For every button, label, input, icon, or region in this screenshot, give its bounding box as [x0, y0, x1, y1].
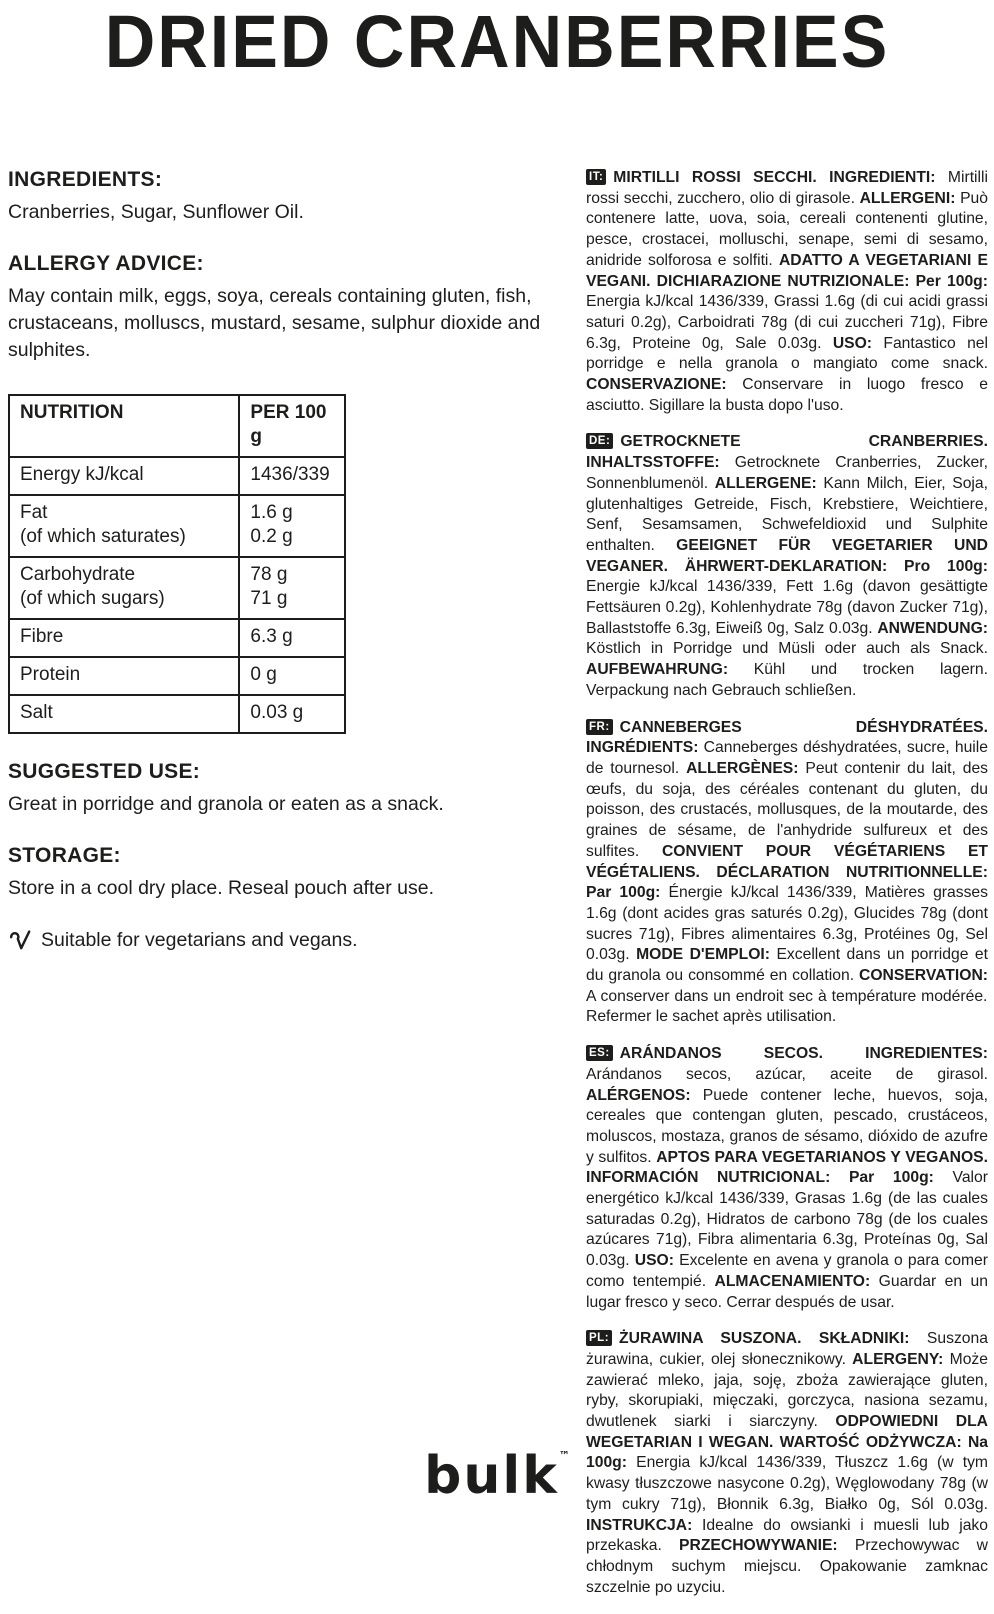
language-text: Energia kJ/kcal 1436/339, Tłuszcz 1.6g (w tym kwasy tłuszczowe nasycone 0.2g), Węglowodany 78g (w tym cukry 71g), Błonnik 6.3g, Białko 0g, Sól 0.03g. [586, 1454, 988, 1513]
language-badge-de: DE: [586, 433, 613, 449]
language-block-fr [586, 718, 988, 1029]
nutrient-label-cell: Salt [9, 695, 239, 733]
language-text: Suszona żurawina, cukier, olej słonecznikowy. [586, 1330, 988, 1368]
content-columns [0, 168, 994, 1614]
language-text-bold: CANNEBERGES DÉSHYDRATÉES. INGRÉDIENTS: [586, 718, 988, 757]
language-text-bold: PRZECHOWYWANIE: [679, 1537, 838, 1555]
language-text: Peut contenir du lait, des œufs, du soja, des céréales contenant du gluten, du poisson, des crustacés, mollusques, de la moutarde, des graines de sésame, de l'anhydride sulfureux et des sulfites. [586, 759, 989, 860]
language-text: Guardar en un lugar fresco y seco. Cerrar después de usar. [586, 1272, 988, 1311]
language-text-bold: ODPOWIEDNI DLA WEGETARIAN I WEGAN. WARTOŚĆ ODŻYWCZA: Na 100g: [586, 1413, 988, 1472]
right-column [586, 168, 988, 1614]
nutrition-row [9, 695, 345, 733]
allergy-advice-heading: ALLERGY ADVICE: [8, 252, 204, 275]
nutrition-row [9, 619, 345, 657]
language-text: Excellent dans un porridge et du granola ou consommé en collation. [586, 946, 988, 985]
language-text-bold: USO: [634, 1252, 674, 1270]
suggested-use-text: Great in porridge and granola or eaten as a snack. [8, 793, 444, 815]
language-text: Köstlich in Porridge und Müsli oder auch als Snack. [586, 640, 988, 658]
language-text: Energia kJ/kcal 1436/339, Grassi 1.6g (di cui acidi grassi saturi 0.2g), Carboidrati 78g (di cui zuccheri 71g), Fibre 6.3g, Proteine 0g, Sale 0.03g. [586, 293, 988, 352]
language-block-es [586, 1044, 988, 1313]
nutrition-table [8, 394, 346, 734]
nutrition-row [9, 457, 345, 495]
nutrition-col-header: NUTRITION [9, 395, 239, 457]
nutrient-value-cell: 0.03 g [239, 695, 345, 733]
ingredients-heading: INGREDIENTS: [8, 168, 163, 191]
language-text: Énergie kJ/kcal 1436/339, Matières grasses 1.6g (dont acides gras saturés 0.2g), Glucides 78g (dont sucres 71g), Fibres alimentaires 6.3g, Protéines 0g, Sel 0.03g. [586, 884, 988, 964]
language-text-bold: ŻURAWINA SUSZONA. SKŁADNIKI: [619, 1330, 910, 1348]
language-badge-fr: FR: [586, 719, 613, 735]
language-text-bold: ALMACENAMIENTO: [714, 1272, 871, 1290]
allergy-advice-text: May contain milk, eggs, soya, cereals containing gluten, fish, crustaceans, molluscs, mustard, sesame, sulphur dioxide and sulphites. [8, 285, 541, 361]
language-text-bold: CONSERVAZIONE: [586, 376, 727, 394]
nutrient-value-cell: 6.3 g [239, 619, 345, 657]
nutrient-value-cell: 1.6 g 0.2 g [239, 495, 345, 557]
storage-heading: STORAGE: [8, 844, 121, 867]
nutrient-label-cell: Protein [9, 657, 239, 695]
per-100g-col-header: PER 100 g [239, 395, 345, 457]
footer [0, 1446, 994, 1506]
language-text-bold: MIRTILLI ROSSI SECCHI. INGREDIENTI: [613, 169, 936, 186]
language-text-bold: GEEIGNET FÜR VEGETARIER UND VEGANER. ÄHRWERT-DEKLARATION: Pro 100g: [586, 536, 988, 575]
language-text: Arándanos secos, azúcar, aceite de girasol. [586, 1065, 988, 1083]
nutrient-label-cell: Fibre [9, 619, 239, 657]
language-text: Kühl und trocken lagern. Verpackung nach Gebrauch schließen. [586, 661, 988, 699]
nutrient-label-cell: Energy kJ/kcal [9, 457, 239, 495]
language-text: Mirtilli rossi secchi, zucchero, olio di girasole. [586, 169, 989, 207]
trademark-symbol: ™ [558, 1449, 570, 1462]
ingredients-text: Cranberries, Sugar, Sunflower Oil. [8, 201, 304, 223]
nutrient-value-cell: 0 g [239, 657, 345, 695]
language-text-bold: ADATTO A VEGETARIANI E VEGANI. DICHIARAZIONE NUTRIZIONALE: Per 100g: [586, 251, 988, 290]
nutrient-label-cell: Fat (of which saturates) [9, 495, 239, 557]
language-block-de [586, 432, 988, 701]
language-text-bold: AUFBEWAHRUNG: [586, 661, 729, 679]
nutrient-value-cell: 78 g 71 g [239, 557, 345, 619]
nutrition-row [9, 495, 345, 557]
language-text-bold: INSTRUKCJA: [586, 1516, 693, 1534]
language-text: Energie kJ/kcal 1436/339, Fett 1.6g (davon gesättigte Fettsäuren 0.2g), Kohlenhydrate 78g (davon Zucker 71g), Ballaststoffe 6.3g, Eiweiß 0g, Salz 0.03g. [586, 578, 988, 637]
language-text: A conserver dans un endroit sec à température modérée. Refermer le sachet après utilisation. [586, 987, 988, 1026]
language-text-bold: ALLERGENE: [714, 474, 817, 492]
language-text-bold: CONSERVATION: [859, 967, 988, 985]
language-text-bold: ALERGENY: [852, 1350, 944, 1368]
left-column [8, 168, 562, 952]
language-text: Getrocknete Cranberries, Zucker, Sonnenblumenöl. [586, 454, 988, 492]
language-text: Kann Milch, Eier, Soja, glutenhaltiges Getreide, Fisch, Krebstiere, Weichtiere, Senf, Sesamsamen, Schwefeldioxid und Sulphite enthalten. [586, 474, 989, 554]
nutrition-row [9, 657, 345, 695]
language-text-bold: ARÁNDANOS SECOS. INGREDIENTES: [619, 1045, 988, 1063]
nutrition-header-row [9, 395, 345, 457]
language-text-bold: ALÉRGENOS: [586, 1086, 691, 1104]
nutrition-row [9, 557, 345, 619]
language-badge-pl: PL: [586, 1330, 612, 1346]
language-badge-it: IT: [586, 169, 606, 185]
bulk-logo: bulk™ [424, 1446, 570, 1506]
language-text-bold: CONVIENT POUR VÉGÉTARIENS ET VÉGÉTALIENS. DÉCLARATION NUTRITIONNELLE: Par 100g: [586, 842, 988, 902]
language-text-bold: ALLERGENI: [859, 189, 956, 207]
language-text-bold: GETROCKNETE CRANBERRIES. INHALTSSTOFFE: [586, 433, 988, 472]
language-text-bold: ALLERGÈNES: [686, 759, 799, 777]
language-text-bold: APTOS PARA VEGETARIANOS Y VEGANOS. INFORMACIÓN NUTRICIONAL: Par 100g: [586, 1148, 989, 1187]
vegetarian-v-icon [8, 928, 32, 952]
product-title: DRIED CRANBERRIES [104, 0, 890, 83]
language-text: Canneberges déshydratées, sucre, huile de tournesol. [586, 739, 988, 777]
vegetarian-note-text: Suitable for vegetarians and vegans. [41, 928, 358, 951]
language-text: Przechowywac w chłodnym suchym miejscu. Opakowanie zamknac szczelnie po uzyciu. [586, 1537, 988, 1596]
language-text-bold: USO: [832, 334, 873, 352]
storage-text: Store in a cool dry place. Reseal pouch after use. [8, 877, 434, 899]
language-block-it [586, 168, 988, 416]
language-text: Idealne do owsianki i muesli lub jako przekaska. [586, 1516, 988, 1555]
language-text: Può contenere latte, uova, soia, cereali contenenti glutine, pesce, crostacei, molluschi, senape, semi di sesamo, anidride solforosa e solfiti. [586, 189, 988, 269]
suggested-use-heading: SUGGESTED USE: [8, 760, 201, 783]
vegetarian-note [8, 928, 562, 952]
language-text: Excelente en avena y granola o para comer como tentempié. [586, 1252, 988, 1290]
language-text: Conservare in luogo fresco e asciutto. Sigillare la busta dopo l'uso. [586, 376, 988, 414]
language-text: Może zawierać mleko, jaja, soję, zboża zawierające gluten, ryby, skorupiaki, mięczaki, gorczyca, nasiona sezamu, dwutlenek siarki i siarczyny. [586, 1350, 988, 1431]
language-text: Puede contener leche, huevos, soja, cereales que contengan gluten, pescado, crustáceos, moluscos, mostaza, granos de sésamo, dióxido de azufre y sulfitos. [586, 1086, 988, 1166]
language-text: Fantastico nel porridge e nella granola o mangiato come snack. [586, 334, 989, 373]
nutrient-label-cell: Carbohydrate (of which sugars) [9, 557, 239, 619]
language-badge-es: ES: [586, 1045, 613, 1061]
language-text: Valor energético kJ/kcal 1436/339, Grasas 1.6g (de las cuales saturadas 0.2g), Hidratos de carbono 78g (de los cuales azúcares 71g), Fibra alimentaria 6.3g, Proteínas 0g, Sal 0.03g. [586, 1169, 988, 1270]
language-text-bold: MODE D'EMPLOI: [636, 946, 770, 964]
nutrient-value-cell: 1436/339 [239, 457, 345, 495]
language-text-bold: ANWENDUNG: [877, 619, 988, 637]
